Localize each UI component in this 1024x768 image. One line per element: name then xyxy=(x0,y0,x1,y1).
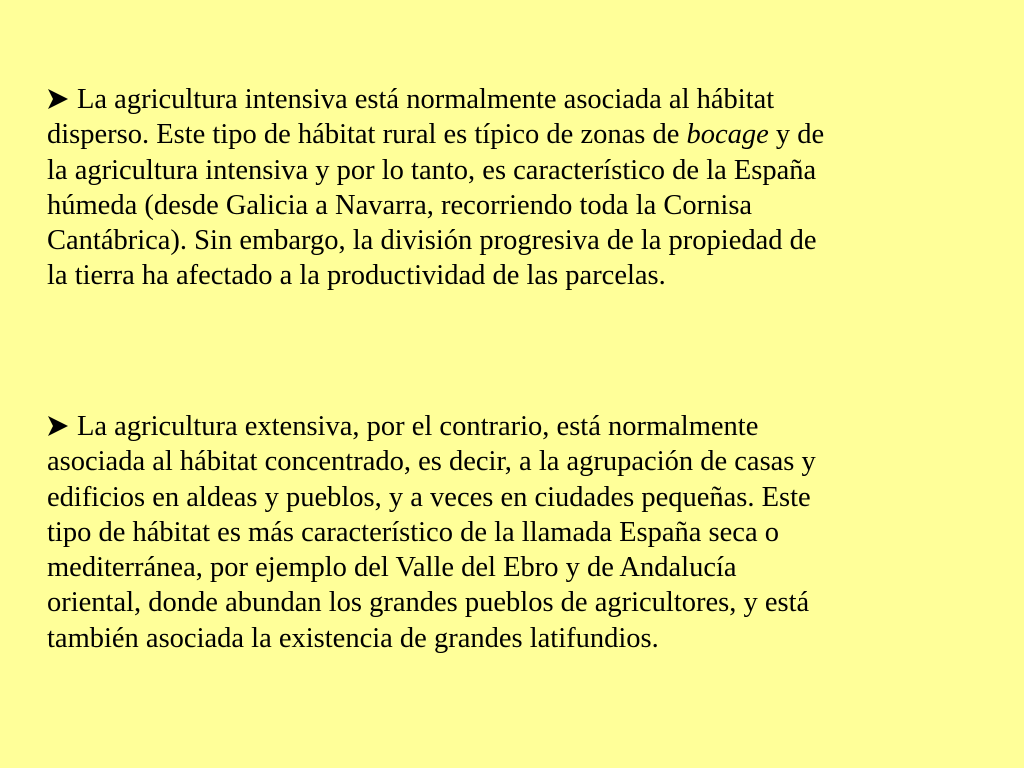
paragraph-intensive-agriculture xyxy=(47,82,982,294)
text-line: mediterránea, por ejemplo del Valle del Ebro y de Andalucía xyxy=(47,552,737,584)
text-line: tipo de hábitat es más característico de la llamada España seca o xyxy=(47,516,779,548)
italic-term: bocage xyxy=(686,119,769,151)
text-line: disperso. Este tipo de hábitat rural es típico de zonas de bocage y de xyxy=(47,119,825,151)
text-line: asociada al hábitat concentrado, es decir, a la agrupación de casas y xyxy=(47,446,816,478)
text-line: la agricultura intensiva y por lo tanto, es característico de la España xyxy=(47,154,817,186)
arrowhead-bullet-icon xyxy=(47,409,77,444)
text-line: La agricultura intensiva está normalmente asociada al hábitat xyxy=(47,82,982,117)
paragraph-extensive-agriculture xyxy=(47,409,982,656)
text-line: La agricultura extensiva, por el contrario, está normalmente xyxy=(47,409,982,444)
text-line: húmeda (desde Galicia a Navarra, recorriendo toda la Cornisa xyxy=(47,189,753,221)
text-line: Cantábrica). Sin embargo, la división progresiva de la propiedad de xyxy=(47,225,817,257)
text-line: la tierra ha afectado a la productividad de las parcelas. xyxy=(47,260,666,292)
text-line: edificios en aldeas y pueblos, y a veces en ciudades pequeñas. Este xyxy=(47,481,811,513)
text-line: también asociada la existencia de grandes latifundios. xyxy=(47,622,659,654)
text-line: oriental, donde abundan los grandes pueblos de agricultores, y está xyxy=(47,587,810,619)
arrowhead-bullet-icon xyxy=(47,82,77,117)
